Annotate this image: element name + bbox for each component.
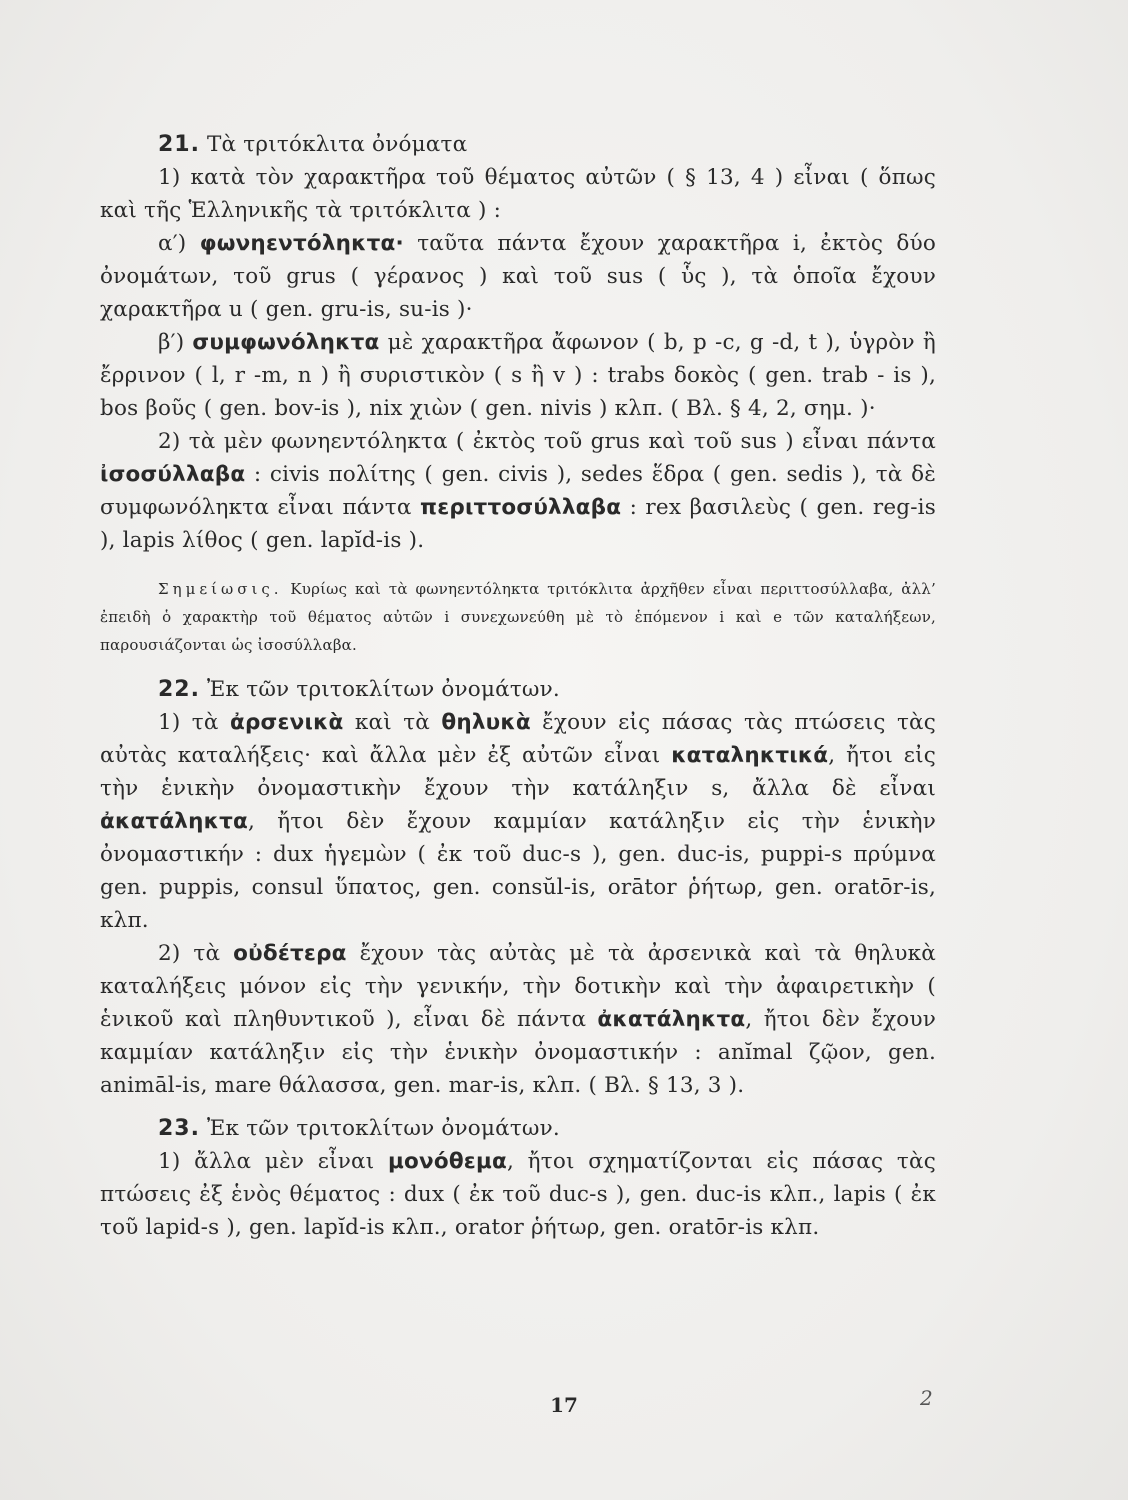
paragraph-text: καὶ τὰ [343,710,442,735]
note [100,575,936,659]
paragraph-text: , ἤτοι δὲν ἔχουν καμμίαν κατάληξιν εἰς τὴν ἑνικὴν ὀνομαστικήν : dux ἡγεμὼν ( ἐκ τοῦ duc-s ), gen. duc-is, puppi-s πρύμνα gen. puppis, consul ὕπατος, gen. consŭl-is, orātor ῥήτωρ, gen. oratōr-is, κλπ. [100,809,936,933]
bold-term: ἀκατάληκτα [100,809,248,834]
paragraph-text: 1) τὰ [158,710,230,735]
paragraph [100,937,936,1102]
note-text: Κυρίως καὶ τὰ φωνηεντόληκτα τριτόκλιτα ἀρχῆθεν εἶναι περιττοσύλλαβα, ἀλλ’ ἐπειδὴ ὁ χαρακτὴρ τοῦ θέματος αὐτῶν i συνεχωνεύθη μὲ τὸ ἑπόμενον i καὶ e τῶν καταλήξεων, παρουσιάζονται ὡς ἰσοσύλλαβα. [100,580,936,654]
paragraph-text: ἔχουν εἰς πάσας τὰς πτώσεις τὰς αὐτὰς καταλήξεις· καὶ ἄλλα μὲν ἐξ αὐτῶν εἶναι [100,710,936,768]
bold-term: ἀρσενικὰ [229,710,344,735]
bold-term: ἰσοσύλλαβα [100,462,246,487]
paragraph [100,706,936,937]
paragraph-text: μὲ χαρακτῆρα ἄφωνον ( b, p -c, g -d, t ), ὑγρὸν ἢ ἔρρινον ( l, r -m, n ) ἢ συριστικὸν ( s ἢ v ) : trabs δοκὸς ( gen. trab - is ), bos βοῦς ( gen. bov-is ), nix χιὼν ( gen. nivis ) κλπ. ( Βλ. § 4, 2, σημ. )· [100,330,936,421]
enum-label: β′) [158,330,193,355]
bold-term: συμφωνόληκτα [192,330,380,355]
bold-term: οὐδέτερα [233,941,347,966]
paragraph-text: , ἤτοι εἰς τὴν ἑνικὴν ὀνομαστικὴν ἔχουν τὴν κατάληξιν s, ἄλλα δὲ εἶναι [100,743,936,801]
signature-mark: 2 [920,1386,933,1410]
section-21-heading [100,128,936,161]
paragraph [100,326,936,425]
bold-term: ἀκατάληκτα [597,1007,746,1032]
paragraph: 1) κατὰ τὸν χαρακτῆρα τοῦ θέματος αὐτῶν ( § 13, 4 ) εἶναι ( ὅπως καὶ τῆς Ἑλληνικῆς τὰ τριτόκλιτα ) : [100,165,936,223]
paragraph [100,425,936,557]
paragraph [100,227,936,326]
paragraph-text: 1) ἄλλα μὲν εἶναι [158,1149,389,1174]
bold-term: θηλυκὰ [441,710,531,735]
section-number: 22. [158,677,200,702]
bold-term: περιττοσύλλαβα [420,495,622,520]
paragraph-text: 2) τὰ μὲν φωνηεντόληκτα ( ἐκτὸς τοῦ grus καὶ τοῦ sus ) εἶναι πάντα [158,429,936,454]
page-number: 17 [550,1393,578,1417]
section-23-heading [100,1112,936,1145]
section-number: 21. [158,132,200,157]
paragraph-text: , ἤτοι δὲν ἔχουν καμμίαν κατάληξιν εἰς τὴν ἑνικὴν ὀνομαστικήν : anĭmal ζῷον, gen. animāl-is, mare θάλασσα, gen. mar-is, κλπ. ( Βλ. § 13, 3 ). [100,1007,936,1098]
bold-term: καταληκτικά [671,743,829,768]
bold-term: μονόθεμα [388,1149,507,1174]
paragraph-text: ταῦτα πάντα ἔχουν χαρακτῆρα i, ἐκτὸς δύο ὀνομάτων, τοῦ grus ( γέρανος ) καὶ τοῦ sus ( ὗς ), τὰ ὁποῖα ἔχουν χαρακτῆρα u ( gen. gru-is, su-is )· [100,231,936,322]
text-block [100,128,936,1244]
paragraph-text: : rex βασιλεὺς ( gen. reg-is ), lapis λίθος ( gen. lapĭd-is ). [100,495,936,553]
section-title: Τὰ τριτόκλιτα ὀνόματα [199,132,468,157]
section-title: Ἐκ τῶν τριτοκλίτων ὀνομάτων. [199,677,560,702]
enum-label: α′) [158,231,200,256]
section-22-heading [100,673,936,706]
section-title: Ἐκ τῶν τριτοκλίτων ὀνομάτων. [199,1116,560,1141]
note-label: Σημείωσις. [158,580,283,598]
paragraph-text: ἔχουν τὰς αὐτὰς μὲ τὰ ἀρσενικὰ καὶ τὰ θηλυκὰ καταλήξεις μόνον εἰς τὴν γενικήν, τὴν δοτικὴν καὶ τὴν ἀφαιρετικὴν ( ἑνικοῦ καὶ πληθυντικοῦ ), εἶναι δὲ πάντα [100,941,936,1032]
bold-term: φωνηεντόληκτα· [199,231,404,256]
paragraph-text: 2) τὰ [158,941,234,966]
paragraph-text: , ἤτοι σχηματίζονται εἰς πάσας τὰς πτώσεις ἐξ ἑνὸς θέματος : dux ( ἐκ τοῦ duc-s ), gen. duc-is κλπ., lapis ( ἐκ τοῦ lapid-s ), gen. lapĭd-is κλπ., orator ῥήτωρ, gen. oratōr-is κλπ. [100,1149,936,1240]
paragraph-text: : civis πολίτης ( gen. civis ), sedes ἕδρα ( gen. sedis ), τὰ δὲ συμφωνόληκτα εἶναι πάντα [100,462,936,520]
paragraph [100,1145,936,1244]
section-number: 23. [158,1116,200,1141]
